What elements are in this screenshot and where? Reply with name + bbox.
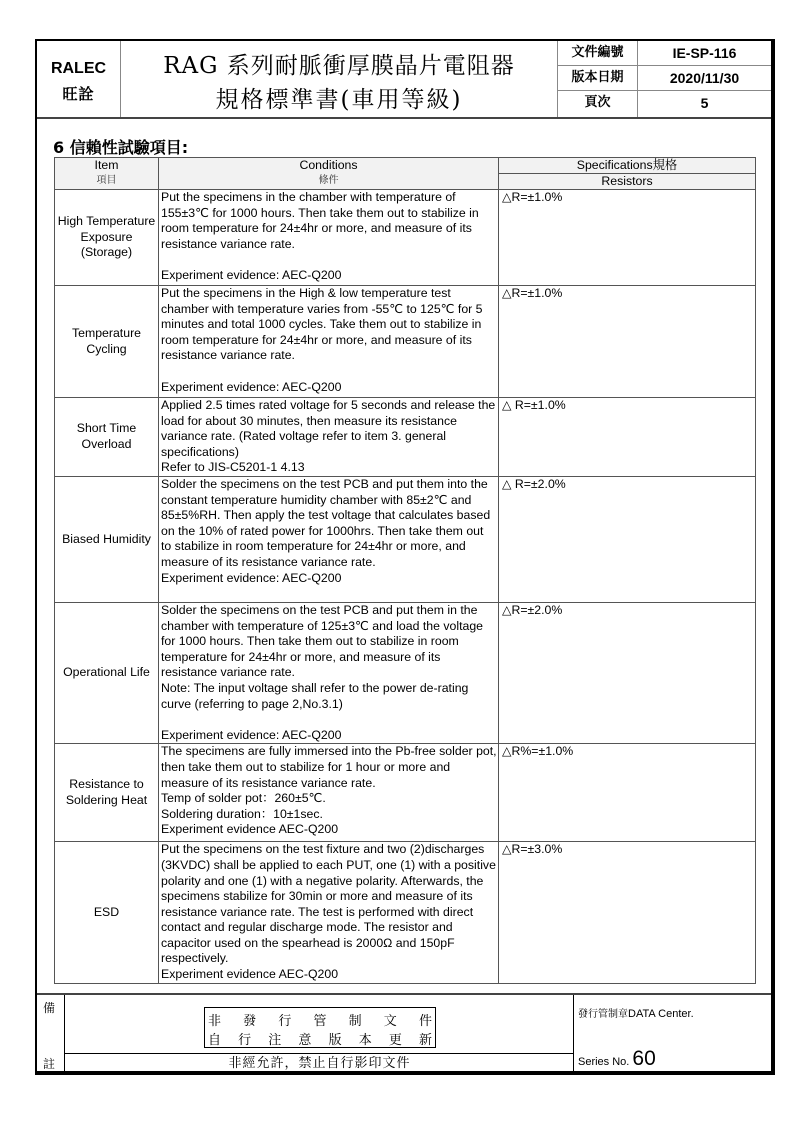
table-row <box>55 476 756 602</box>
condition-paragraph <box>161 252 497 268</box>
document-frame <box>35 39 775 1075</box>
condition-paragraph: Experiment evidence: AEC-Q200 <box>161 727 342 742</box>
stamp-char: 自 <box>208 1033 222 1048</box>
stamp-char: 意 <box>298 1033 312 1048</box>
condition-paragraph: Temp of solder pot：260±5℃. <box>161 791 326 806</box>
meta-row-doc-number <box>558 41 771 66</box>
condition-paragraph: Refer to JIS-C5201-1 4.13 <box>161 460 305 475</box>
resistor-spec: △ R=±2.0% <box>499 476 756 602</box>
test-item: Short Time Overload <box>55 398 159 477</box>
document-title <box>121 41 558 117</box>
header-conditions-zh: 條件 <box>318 175 339 186</box>
series-label: Series No. <box>578 1056 630 1068</box>
condition-paragraph: Solder the specimens on the test PCB and put them into the constant temperature humidity chamber with 85±2℃ and 85±5%RH. Then apply the test voltage that calculates based on the 10% of rated power for 1000hrs. Then take them out to stabilize in room temperature for 24±4hr or more, and measure of its resistance variance rate. <box>161 476 491 569</box>
remarks-label <box>37 995 65 1073</box>
meta-row-version-date <box>558 66 771 91</box>
table-row <box>55 286 756 398</box>
condition-paragraph: Put the specimens on the test fixture and two (2)discharges (3KVDC) shall be applied to each PUT, one (1) with a positive polarity and one (1) with a negative polarity. Afterwards, the specimens stabilize for 30min or more and measure of its resistance variance rate. The test is performed with direct contact and regular discharge mode. The resistor and capacitor used on the spearhead is 2000Ω and 150pF respectively. <box>161 842 496 966</box>
data-center-label <box>578 1005 694 1020</box>
condition-paragraph: Note: The input voltage shall refer to the power de-rating curve (referring to page 2,No.3.1) <box>161 680 469 711</box>
condition-paragraph: Experiment evidence AEC-Q200 <box>161 822 339 837</box>
header-specifications: Specifications規格 <box>499 158 756 174</box>
header-resistors: Resistors <box>499 174 756 190</box>
condition-paragraph: Soldering duration：10±1sec. <box>161 806 323 821</box>
stamp-line-2 <box>208 1029 432 1048</box>
resistor-spec: △R=±3.0% <box>499 842 756 983</box>
issuance-info <box>574 995 771 1073</box>
stamp-char: 文 <box>383 1014 397 1029</box>
test-item: Operational Life <box>55 602 159 743</box>
meta-label: 版本日期 <box>558 66 638 90</box>
company-logo <box>37 41 121 117</box>
test-conditions <box>159 286 499 398</box>
condition-paragraph: Put the specimens in the High & low temperature test chamber with temperature varies from -55℃ to 125℃ for 5 minutes and total 1000 cycles. Take them out to stabilize in room temperature for 24±4hr or more, and measure of its resistance variance rate. <box>161 286 483 363</box>
stamp-char: 新 <box>418 1033 432 1048</box>
test-conditions <box>159 398 499 477</box>
data-center-en: DATA Center. <box>628 1008 694 1020</box>
stamp-char: 件 <box>418 1014 432 1029</box>
table-row <box>55 398 756 477</box>
condition-paragraph <box>161 712 497 728</box>
section-title: 6 信賴性試驗項目: <box>53 138 189 157</box>
company-name-zh: 旺詮 <box>62 85 95 103</box>
data-center-zh: 發行管制章 <box>578 1009 628 1020</box>
condition-paragraph: Experiment evidence: AEC-Q200 <box>161 267 342 282</box>
condition-paragraph: Solder the specimens on the test PCB and put them in the chamber with temperature of 125±3℃ and load the voltage for 1000 hours. Then take them out to stabilize in room temperature for 24±4hr or more, and measure of its resistance variance rate. <box>161 602 484 680</box>
test-item: Biased Humidity <box>55 476 159 602</box>
test-conditions <box>159 744 499 842</box>
condition-paragraph: Experiment evidence AEC-Q200 <box>161 967 339 982</box>
resistor-spec: △ R=±1.0% <box>499 398 756 477</box>
resistor-spec: △R=±1.0% <box>499 286 756 398</box>
meta-label: 文件編號 <box>558 41 638 65</box>
document-footer <box>37 993 771 1073</box>
condition-paragraph: Applied 2.5 times rated voltage for 5 seconds and release the load for about 30 minutes, then measure its resistance variance rate. (Rated voltage refer to item 3. general specifications) <box>161 398 496 459</box>
test-item: Resistance to Soldering Heat <box>55 744 159 842</box>
condition-paragraph: Put the specimens in the chamber with temperature of 155±3℃ for 1000 hours. Then take them out to stabilize in room temperature for 24±4hr or more, and measure of its resistance variance rate. <box>161 190 479 251</box>
meta-label: 頁次 <box>558 91 638 117</box>
title-line-2: 規格標準書(車用等級) <box>215 87 463 113</box>
stamp-char: 行 <box>238 1033 252 1048</box>
test-item: ESD <box>55 842 159 983</box>
test-conditions <box>159 842 499 983</box>
document-meta <box>558 41 771 117</box>
resistor-spec: △R=±1.0% <box>499 190 756 286</box>
stamp-char: 非 <box>208 1014 222 1029</box>
header-item-en: Item <box>94 158 119 172</box>
reliability-test-table <box>54 157 756 984</box>
remarks-label-bottom: 註 <box>43 1057 56 1071</box>
remarks-content <box>65 995 574 1073</box>
test-conditions <box>159 476 499 602</box>
meta-value: 5 <box>700 95 709 111</box>
header-item-zh: 項目 <box>96 175 117 186</box>
meta-value: IE-SP-116 <box>672 45 737 61</box>
condition-paragraph: The specimens are fully immersed into the Pb-free solder pot, then take them out to stabilize for 1 hour or more and measure of its resistance variance rate. <box>161 744 497 790</box>
table-body <box>55 190 756 984</box>
copy-prohibited-notice: 非經允許，禁止自行影印文件 <box>65 1053 574 1073</box>
series-number <box>578 1047 656 1071</box>
test-item: High Temperature Exposure (Storage) <box>55 190 159 286</box>
condition-paragraph <box>161 364 497 380</box>
stamp-char: 版 <box>328 1033 342 1048</box>
stamp-char: 行 <box>278 1014 292 1029</box>
resistor-spec: △R%=±1.0% <box>499 744 756 842</box>
meta-row-page <box>558 91 771 117</box>
stamp-line-1 <box>208 1010 432 1029</box>
header-conditions-en: Conditions <box>299 158 358 172</box>
stamp-char: 制 <box>348 1014 362 1029</box>
series-value: 60 <box>632 1047 656 1070</box>
company-name-en: RALEC <box>50 60 107 77</box>
test-item: Temperature Cycling <box>55 286 159 398</box>
condition-paragraph: Experiment evidence: AEC-Q200 <box>161 379 342 394</box>
stamp-char: 更 <box>388 1033 402 1048</box>
test-conditions <box>159 190 499 286</box>
stamp-char: 管 <box>313 1014 327 1029</box>
condition-paragraph: Experiment evidence: AEC-Q200 <box>161 570 342 585</box>
table-row <box>55 602 756 743</box>
table-row <box>55 842 756 983</box>
document-header <box>37 41 771 119</box>
meta-value: 2020/11/30 <box>669 70 740 86</box>
title-line-1: RAG 系列耐脈衝厚膜晶片電阻器 <box>163 53 515 79</box>
header-item <box>55 158 159 190</box>
uncontrolled-document-stamp <box>204 1007 436 1048</box>
test-conditions <box>159 602 499 743</box>
remarks-label-top: 備 <box>43 1001 56 1015</box>
table-row <box>55 744 756 842</box>
stamp-char: 發 <box>243 1014 257 1029</box>
stamp-char: 本 <box>358 1033 372 1048</box>
table-row <box>55 190 756 286</box>
header-conditions <box>159 158 499 190</box>
stamp-char: 注 <box>268 1033 282 1048</box>
resistor-spec: △R=±2.0% <box>499 602 756 743</box>
